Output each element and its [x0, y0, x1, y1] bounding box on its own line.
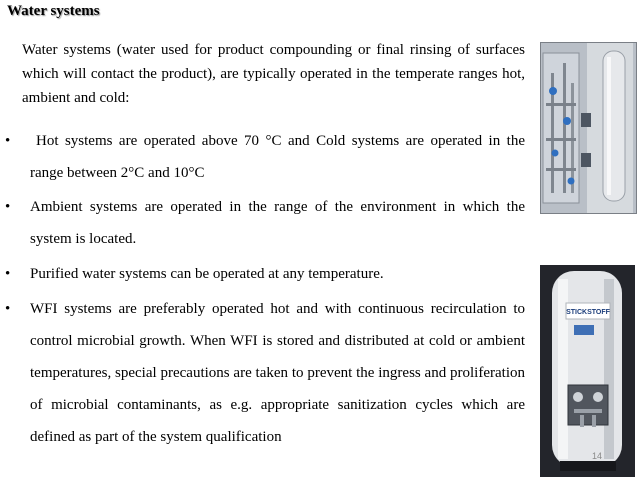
equipment-illustration [541, 43, 636, 213]
stainless-storage-tank-photo [540, 265, 635, 477]
bullet-text: Hot systems are operated above 70 °C and Cold systems are operated in the range between 2°C and 10°C [30, 133, 525, 181]
bullet-item [5, 125, 525, 189]
bullet-item [5, 293, 525, 453]
bullet-icon: • [5, 301, 11, 317]
water-system-equipment-photo [540, 42, 637, 214]
page-number: 14 [592, 451, 603, 461]
bullet-icon: • [5, 199, 11, 215]
bullet-text: Ambient systems are operated in the range of the environment in which the system is located. [30, 199, 525, 247]
bullet-icon: • [5, 133, 11, 149]
bullet-text: WFI systems are preferably operated hot and with continuous recirculation to control microbial growth. When WFI is stored and distributed at cold or ambient temperatures, special precautions are taken to prevent the ingress and proliferation of microbial contaminants, as e.g. appropriate sanitization cycles which are defined as part of the system qualification [30, 301, 525, 445]
bullet-item [5, 258, 525, 290]
slide-title: Water systems [7, 3, 100, 19]
bullet-text: Purified water systems can be operated at any temperature. [30, 266, 384, 282]
intro-paragraph: Water systems (water used for product compounding or final rinsing of surfaces which will contact the product), are typically operated in the temperate ranges hot, ambient and cold: [22, 42, 525, 106]
bullet-icon: • [5, 266, 11, 282]
tank-illustration [540, 265, 635, 477]
bullet-item [5, 191, 525, 255]
tank-label-text: STICKSTOFF [566, 309, 610, 316]
